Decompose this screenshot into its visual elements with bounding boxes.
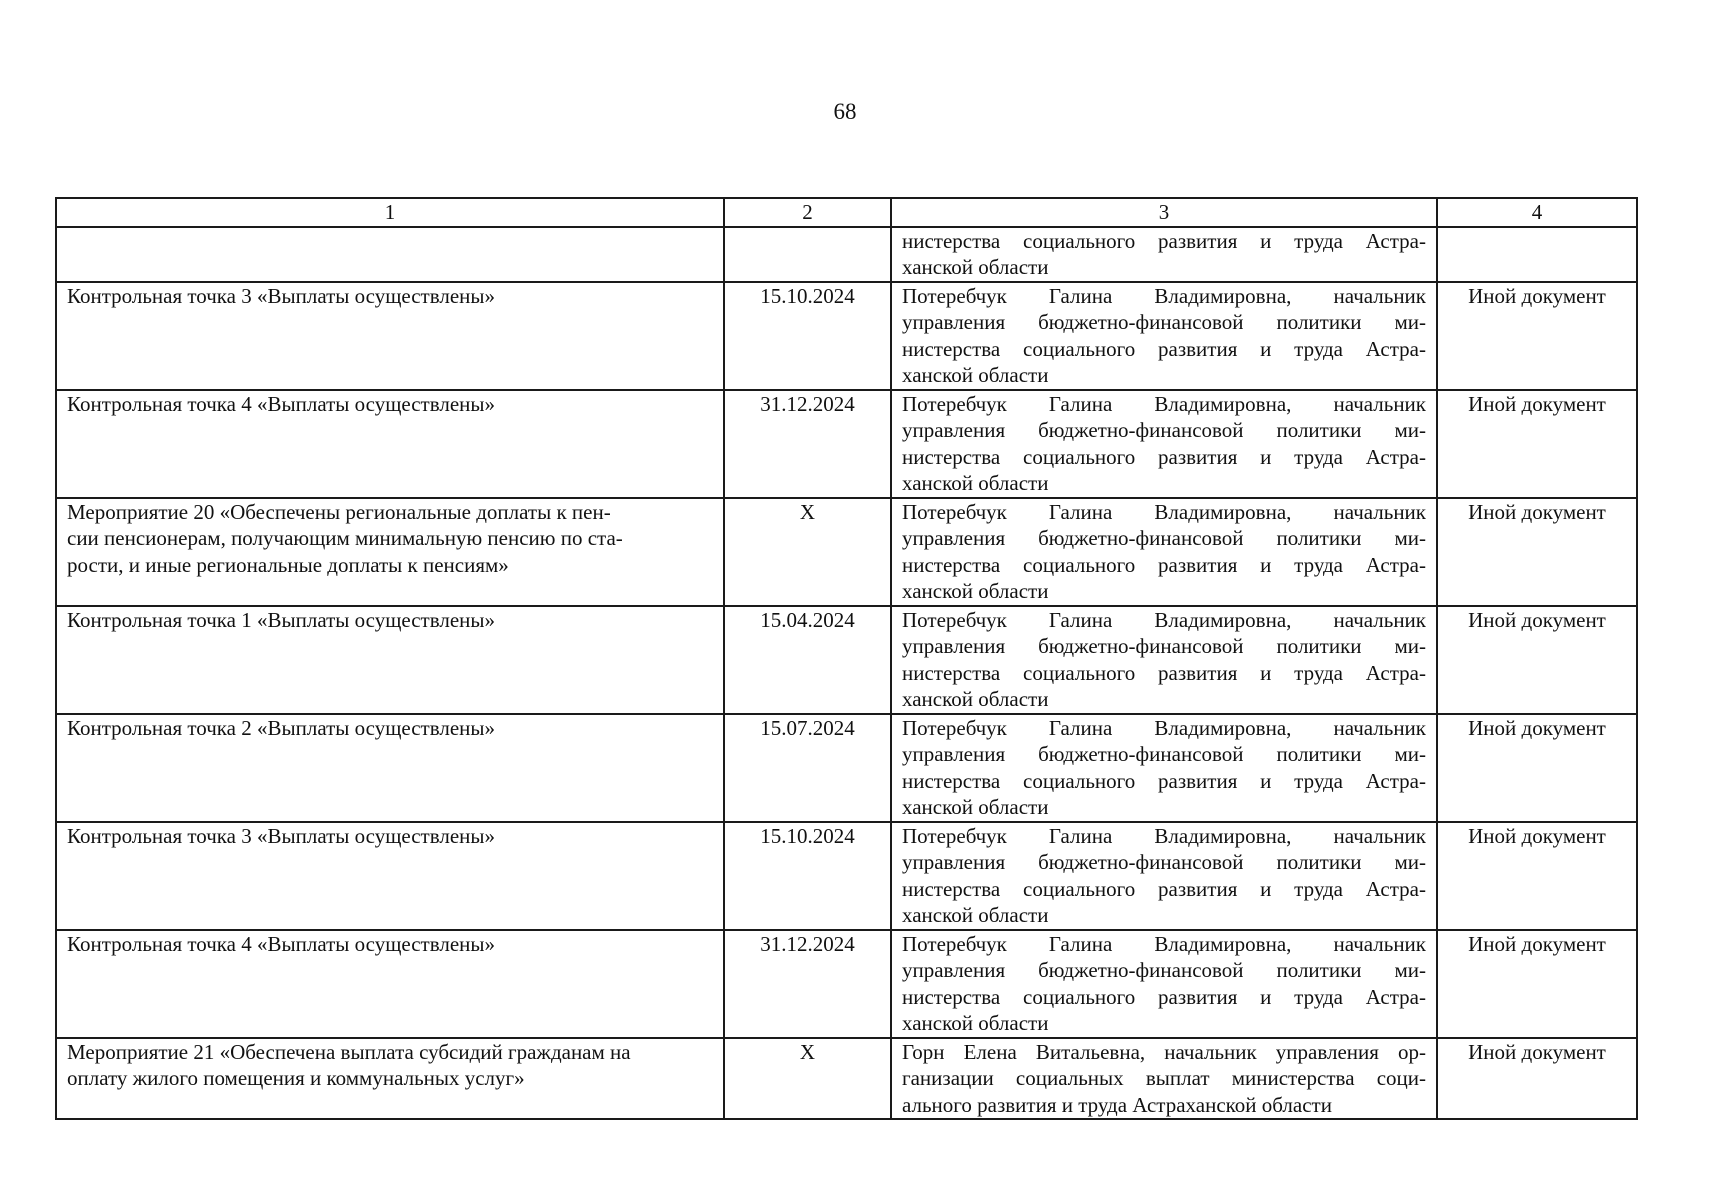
cell-activity-name: [56, 930, 724, 1038]
responsible-line: ального развития и труда Астраханской области: [902, 1092, 1332, 1117]
responsible-line: управления бюджетно-финансовой политики ми-: [902, 742, 1426, 766]
cell-responsible: [891, 390, 1437, 498]
responsible-line: Потеребчук Галина Владимировна, начальник: [902, 499, 1426, 524]
responsible-line: ханской области: [902, 795, 1049, 819]
responsible-line: ханской области: [902, 471, 1049, 495]
cell-date: 31.12.2024: [724, 930, 891, 1038]
responsible-line: нистерства социального развития и труда Астра-: [902, 876, 1426, 901]
activity-name-line: Контрольная точка 2 «Выплаты осуществлены»: [67, 715, 496, 740]
cell-document-type: Иной документ: [1437, 498, 1637, 606]
cell-date: 15.07.2024: [724, 714, 891, 822]
responsible-line: ханской области: [902, 363, 1049, 387]
activity-name-line: рости, и иные региональные доплаты к пенсиям»: [67, 552, 509, 577]
cell-activity-name: [56, 498, 724, 606]
cell-document-type: Иной документ: [1437, 1038, 1637, 1120]
table-row: [56, 227, 1637, 282]
cell-activity-name: [56, 822, 724, 930]
activity-name-line: оплату жилого помещения и коммунальных услуг»: [67, 1066, 525, 1090]
table-row: [56, 930, 1637, 1038]
responsible-line: управления бюджетно-финансовой политики ми-: [902, 310, 1426, 334]
cell-responsible: [891, 714, 1437, 822]
activity-name-line: Контрольная точка 3 «Выплаты осуществлены»: [67, 283, 496, 308]
responsible-line: управления бюджетно-финансовой политики ми-: [902, 958, 1426, 982]
table-row: [56, 498, 1637, 606]
cell-date: 15.10.2024: [724, 282, 891, 390]
responsible-line: нистерства социального развития и труда Астра-: [902, 228, 1426, 253]
responsible-line: ганизации социальных выплат министерства соци-: [902, 1066, 1426, 1090]
table-row: [56, 822, 1637, 930]
cell-activity-name: [56, 714, 724, 822]
cell-activity-name: [56, 390, 724, 498]
responsible-line: управления бюджетно-финансовой политики ми-: [902, 850, 1426, 874]
table-row: [56, 390, 1637, 498]
responsible-line: управления бюджетно-финансовой политики ми-: [902, 526, 1426, 550]
responsible-line: Горн Елена Витальевна, начальник управления ор-: [902, 1039, 1426, 1064]
responsible-line: нистерства социального развития и труда Астра-: [902, 336, 1426, 361]
column-header-4: 4: [1437, 198, 1637, 227]
page-number: 68: [833, 99, 857, 124]
cell-activity-name: [56, 227, 724, 282]
responsible-line: нистерства социального развития и труда Астра-: [902, 444, 1426, 469]
table-row: [56, 1038, 1637, 1120]
responsible-line: Потеребчук Галина Владимировна, начальник: [902, 607, 1426, 632]
cell-document-type: Иной документ: [1437, 606, 1637, 714]
cell-activity-name: [56, 1038, 724, 1120]
cell-activity-name: [56, 606, 724, 714]
activity-name-line: Контрольная точка 1 «Выплаты осуществлены»: [67, 607, 496, 632]
cell-document-type: Иной документ: [1437, 930, 1637, 1038]
cell-responsible: [891, 282, 1437, 390]
responsible-line: ханской области: [902, 687, 1049, 711]
activity-name-line: Мероприятие 21 «Обеспечена выплата субсидий гражданам на: [67, 1039, 631, 1064]
responsible-line: нистерства социального развития и труда Астра-: [902, 984, 1426, 1009]
column-header-1: 1: [56, 198, 724, 227]
responsible-line: ханской области: [902, 903, 1049, 927]
cell-responsible: [891, 227, 1437, 282]
cell-date: [724, 227, 891, 282]
column-header-2: 2: [724, 198, 891, 227]
cell-responsible: [891, 1038, 1437, 1120]
cell-date: X: [724, 1038, 891, 1120]
cell-date: 15.10.2024: [724, 822, 891, 930]
cell-document-type: Иной документ: [1437, 822, 1637, 930]
table-row: [56, 714, 1637, 822]
cell-responsible: [891, 930, 1437, 1038]
table-body: [56, 227, 1637, 1120]
activity-name-line: Контрольная точка 3 «Выплаты осуществлены»: [67, 823, 496, 848]
activity-name-line: Мероприятие 20 «Обеспечены региональные доплаты к пен-: [67, 499, 611, 524]
responsible-line: нистерства социального развития и труда Астра-: [902, 660, 1426, 685]
cell-document-type: Иной документ: [1437, 282, 1637, 390]
cell-document-type: [1437, 227, 1637, 282]
responsible-line: Потеребчук Галина Владимировна, начальник: [902, 715, 1426, 740]
table-header-row: [56, 198, 1637, 227]
responsible-line: ханской области: [902, 255, 1049, 279]
activity-name-line: сии пенсионерам, получающим минимальную пенсию по ста-: [67, 526, 623, 550]
responsible-line: нистерства социального развития и труда Астра-: [902, 768, 1426, 793]
cell-activity-name: [56, 282, 724, 390]
cell-responsible: [891, 498, 1437, 606]
responsible-line: Потеребчук Галина Владимировна, начальник: [902, 391, 1426, 416]
responsible-line: Потеребчук Галина Владимировна, начальник: [902, 823, 1426, 848]
activity-name-line: Контрольная точка 4 «Выплаты осуществлены»: [67, 391, 496, 416]
cell-date: 31.12.2024: [724, 390, 891, 498]
activities-table: [55, 197, 1638, 1120]
responsible-line: управления бюджетно-финансовой политики ми-: [902, 418, 1426, 442]
table-row: [56, 282, 1637, 390]
activity-name-line: Контрольная точка 4 «Выплаты осуществлены»: [67, 931, 496, 956]
responsible-line: ханской области: [902, 579, 1049, 603]
cell-document-type: Иной документ: [1437, 390, 1637, 498]
table-row: [56, 606, 1637, 714]
cell-date: X: [724, 498, 891, 606]
responsible-line: нистерства социального развития и труда Астра-: [902, 552, 1426, 577]
responsible-line: управления бюджетно-финансовой политики ми-: [902, 634, 1426, 658]
responsible-line: Потеребчук Галина Владимировна, начальник: [902, 283, 1426, 308]
column-header-3: 3: [891, 198, 1437, 227]
cell-document-type: Иной документ: [1437, 714, 1637, 822]
cell-responsible: [891, 606, 1437, 714]
cell-responsible: [891, 822, 1437, 930]
cell-date: 15.04.2024: [724, 606, 891, 714]
responsible-line: ханской области: [902, 1011, 1049, 1035]
responsible-line: Потеребчук Галина Владимировна, начальник: [902, 931, 1426, 956]
